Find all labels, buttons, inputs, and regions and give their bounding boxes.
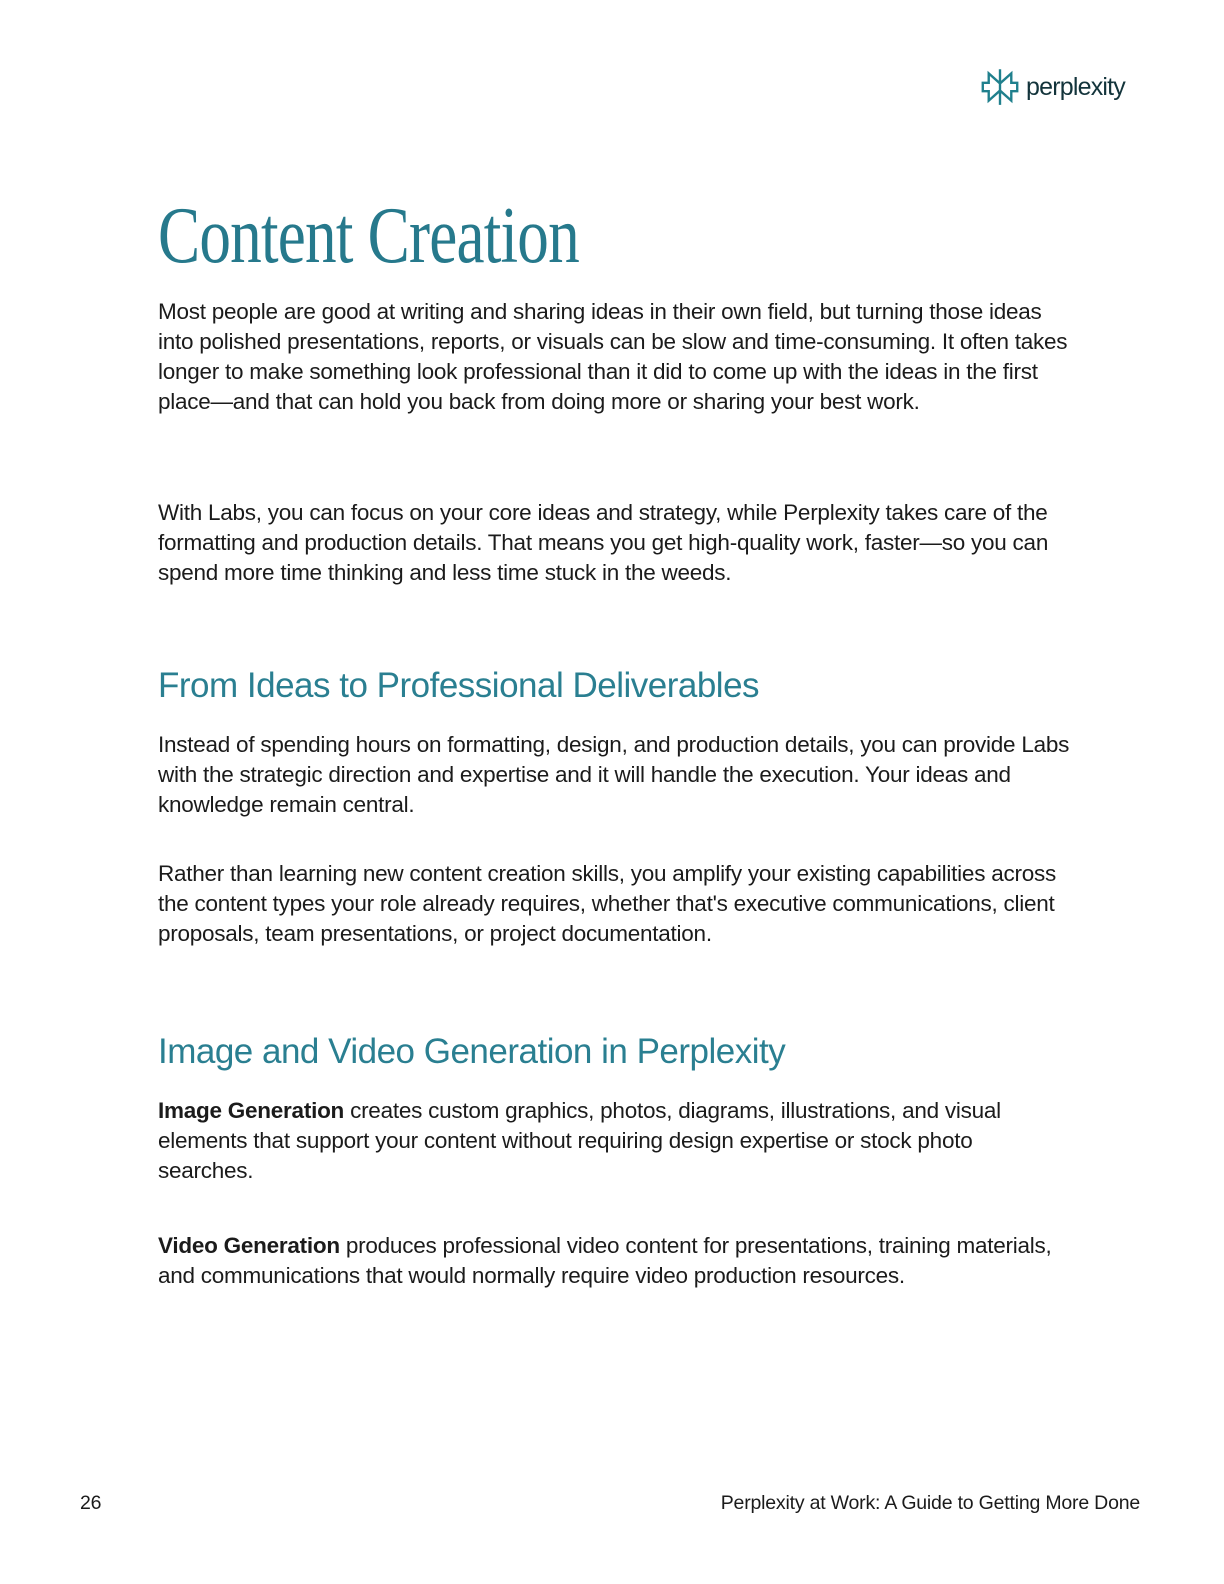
perplexity-logo bbox=[981, 68, 1125, 106]
video-generation-lead: Video Generation bbox=[158, 1233, 340, 1258]
page-number: 26 bbox=[80, 1492, 102, 1514]
image-generation-lead: Image Generation bbox=[158, 1098, 345, 1123]
image-generation-text: creates custom graphics, photos, diagrams, illustrations, and visual elements that support your content without requiring design expertise or stock photo searches. bbox=[158, 1098, 1001, 1183]
section1-paragraph-1: Instead of spending hours on formatting, design, and production details, you can provide Labs with the strategic direction and expertise and it will handle the execution. Your ideas and knowledge remain central. bbox=[158, 732, 1070, 817]
perplexity-asterisk-icon bbox=[981, 68, 1019, 106]
video-generation-text: produces professional video content for presentations, training materials, and communications that would normally require video production resources. bbox=[158, 1233, 1052, 1288]
section1-paragraph-2: Rather than learning new content creation skills, you amplify your existing capabilities across the content types your role already requires, whether that's executive communications, client proposals, team presentations, or project documentation. bbox=[158, 861, 1056, 946]
section-heading-deliverables: From Ideas to Professional Deliverables bbox=[158, 666, 760, 705]
page-title: Content Creation bbox=[158, 192, 579, 280]
perplexity-wordmark: perplexity bbox=[1026, 72, 1125, 101]
section2-paragraph-1 bbox=[158, 1096, 1070, 1186]
page-footer bbox=[80, 1492, 1140, 1515]
section2-paragraph-2 bbox=[158, 1231, 1070, 1291]
section-heading-image-video: Image and Video Generation in Perplexity bbox=[158, 1032, 786, 1071]
intro-paragraph-1: Most people are good at writing and sharing ideas in their own field, but turning those ideas into polished presentations, reports, or visuals can be slow and time-consuming. It often takes longer to make something look professional than it did to come up with the ideas in the first place—and that can hold you back from doing more or sharing your best work. bbox=[158, 299, 1068, 414]
intro-paragraph-2: With Labs, you can focus on your core ideas and strategy, while Perplexity takes care of the formatting and production details. That means you get high-quality work, faster—so you can spend more time thinking and less time stuck in the weeds. bbox=[158, 500, 1049, 585]
footer-doc-title: Perplexity at Work: A Guide to Getting More Done bbox=[720, 1492, 1140, 1514]
